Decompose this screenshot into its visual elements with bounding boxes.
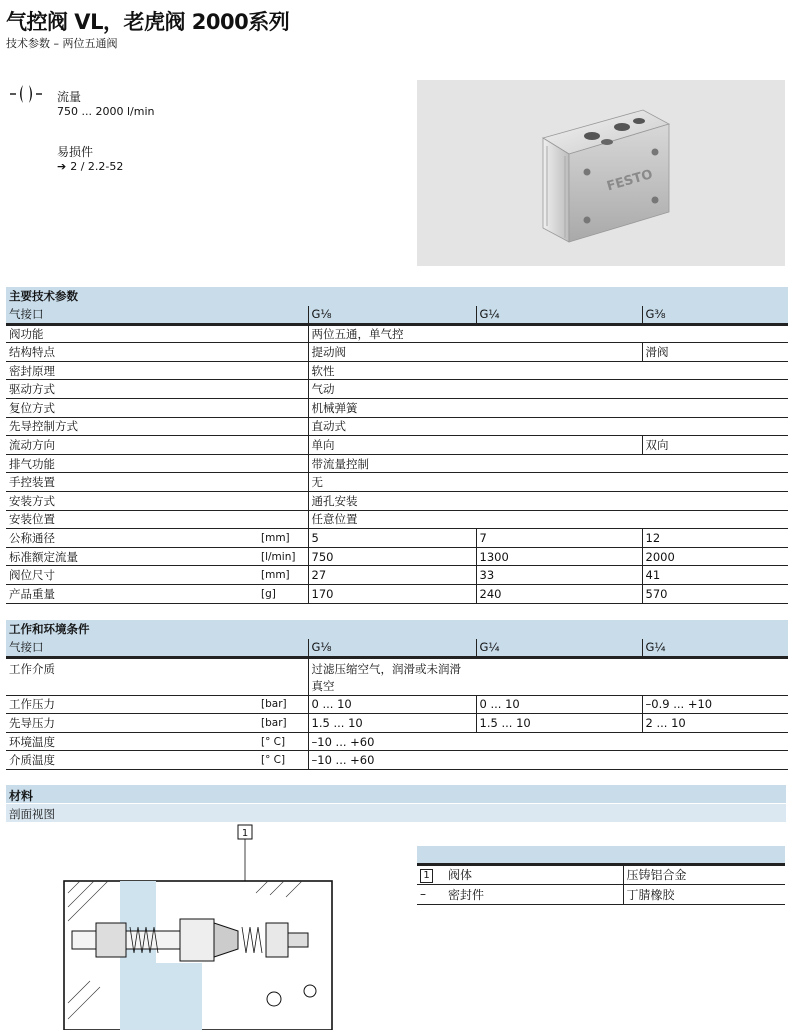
port-g18: G⅛ (308, 639, 476, 658)
conditions-table (6, 620, 788, 770)
row-value: 直动式 (308, 417, 788, 436)
row-value: –10 ... +60 (308, 732, 788, 751)
row-label: 结构特点 (6, 343, 308, 362)
wear-parts-value: 2 / 2.2-52 (70, 160, 124, 173)
row-unit: [° C] (258, 751, 308, 770)
row-value: 1300 (476, 547, 642, 566)
row-label: 公称通径 (6, 529, 258, 548)
row-value: 240 (476, 585, 642, 604)
material-name: 丁腈橡胶 (623, 884, 785, 904)
row-value: 机械弹簧 (308, 399, 788, 418)
row-value: 7 (476, 529, 642, 548)
medium-line-2: 真空 (311, 678, 335, 693)
row-unit: [mm] (258, 566, 308, 585)
row-label: 环境温度 (6, 732, 258, 751)
row-value: 双向 (642, 436, 788, 455)
row-value: 0 ... 10 (476, 695, 642, 714)
row-value: 170 (308, 585, 476, 604)
row-value: 33 (476, 566, 642, 585)
port-g14: G¼ (476, 639, 642, 658)
row-unit: [° C] (258, 732, 308, 751)
row-value: 2 ... 10 (642, 714, 788, 733)
row-label: 流动方向 (6, 436, 308, 455)
row-label: 工作压力 (6, 695, 258, 714)
row-label: 标准额定流量 (6, 547, 258, 566)
row-value: 41 (642, 566, 788, 585)
row-label: 工作介质 (6, 657, 308, 695)
row-value: –0.9 ... +10 (642, 695, 788, 714)
row-value: 通孔安装 (308, 492, 788, 511)
material-num: – (417, 884, 445, 904)
medium-line-1: 过滤压缩空气，润滑或未润滑 (311, 661, 461, 676)
row-value: 1.5 ... 10 (476, 714, 642, 733)
row-value: 5 (308, 529, 476, 548)
row-label: 手控装置 (6, 473, 308, 492)
flow-label: 流量 (57, 90, 82, 104)
section-view-drawing (60, 823, 370, 1030)
row-label: 安装方式 (6, 492, 308, 511)
main-params-title: 主要技术参数 (6, 287, 788, 306)
row-label: 安装位置 (6, 510, 308, 529)
row-label: 阀功能 (6, 324, 308, 343)
row-label: 先导压力 (6, 714, 258, 733)
valve-product-image (417, 80, 785, 266)
section-view-title: 剖面视图 (6, 804, 786, 822)
row-value: 0 ... 10 (308, 695, 476, 714)
brand-logo: FESTO (605, 167, 655, 195)
materials-table (417, 846, 785, 905)
callout-number: 1 (241, 828, 249, 839)
material-part: 密封件 (445, 884, 623, 904)
material-name: 压铸铝合金 (623, 864, 785, 884)
row-label: 复位方式 (6, 399, 308, 418)
valve-symbol-icon (8, 83, 46, 105)
row-value: 软性 (308, 361, 788, 380)
conditions-title: 工作和环境条件 (6, 620, 788, 639)
row-value: 2000 (642, 547, 788, 566)
page-title: 气控阀 VL，老虎阀 2000系列 (6, 10, 290, 34)
port-g14-b: G¼ (642, 639, 788, 658)
row-value: 提动阀 (308, 343, 642, 362)
row-value: 任意位置 (308, 510, 788, 529)
row-unit: [bar] (258, 714, 308, 733)
row-value: 气动 (308, 380, 788, 399)
row-value: 570 (642, 585, 788, 604)
port-g14: G¼ (476, 306, 642, 325)
row-label: 密封原理 (6, 361, 308, 380)
product-photo (417, 80, 785, 266)
page-subtitle: 技术参数 – 两位五通阀 (6, 37, 118, 50)
row-label: 先导控制方式 (6, 417, 308, 436)
wear-parts-reference[interactable] (57, 160, 123, 173)
port-label: 气接口 (6, 306, 308, 325)
row-value: 12 (642, 529, 788, 548)
row-value: 27 (308, 566, 476, 585)
row-value (308, 657, 788, 695)
row-value: 带流量控制 (308, 454, 788, 473)
row-label: 介质温度 (6, 751, 258, 770)
port-label: 气接口 (6, 639, 308, 658)
flow-value: 750 ... 2000 l/min (57, 105, 155, 118)
row-unit: [bar] (258, 695, 308, 714)
main-params-table (6, 287, 788, 604)
row-value: 1.5 ... 10 (308, 714, 476, 733)
arrow-right-icon: ➔ (57, 160, 67, 173)
materials-table-header (417, 846, 785, 864)
part-number-box: 1 (420, 869, 433, 883)
material-part: 阀体 (445, 864, 623, 884)
row-value: 750 (308, 547, 476, 566)
row-unit: [mm] (258, 529, 308, 548)
row-value: 单向 (308, 436, 642, 455)
row-value: 两位五通，单气控 (308, 324, 788, 343)
port-g38: G⅜ (642, 306, 788, 325)
row-label: 阀位尺寸 (6, 566, 258, 585)
materials-title: 材料 (6, 785, 786, 803)
row-unit: [l/min] (258, 547, 308, 566)
row-unit: [g] (258, 585, 308, 604)
row-value: 无 (308, 473, 788, 492)
row-value: –10 ... +60 (308, 751, 788, 770)
row-label: 产品重量 (6, 585, 258, 604)
row-label: 驱动方式 (6, 380, 308, 399)
wear-parts-label: 易损件 (57, 145, 94, 159)
row-value: 滑阀 (642, 343, 788, 362)
row-label: 排气功能 (6, 454, 308, 473)
material-num (417, 864, 445, 884)
port-g18: G⅛ (308, 306, 476, 325)
